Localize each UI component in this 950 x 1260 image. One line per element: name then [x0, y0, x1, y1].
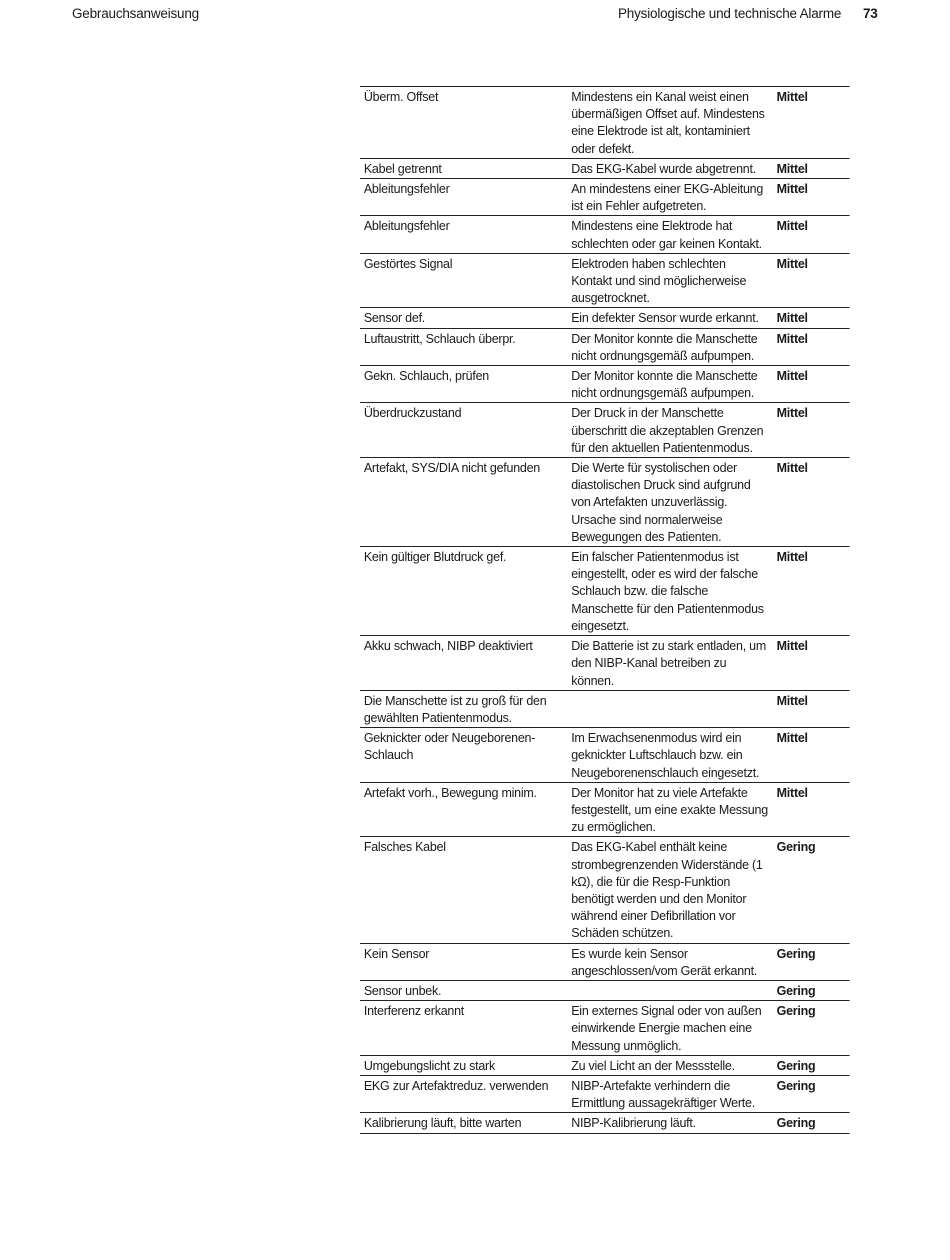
document-title: Gebrauchsanweisung [72, 6, 199, 21]
alarm-priority-cell: Gering [776, 1057, 816, 1073]
alarm-message-cell: Kalibrierung läuft, bitte warten [363, 1115, 522, 1131]
table-row [360, 1000, 850, 1055]
table-row [360, 402, 850, 457]
alarm-message-cell: Kein gültiger Blutdruck gef. [363, 549, 507, 565]
alarm-message-cell: Kabel getrennt [363, 160, 442, 176]
table-row [360, 328, 850, 365]
table-row [360, 546, 850, 635]
alarm-priority-cell: Gering [776, 839, 816, 855]
table-row [360, 782, 850, 837]
alarm-message-cell: Artefakt, SYS/DIA nicht gefunden [363, 460, 541, 476]
alarm-priority-cell: Gering [776, 1115, 816, 1131]
alarm-cause-cell [567, 982, 771, 999]
alarm-cause-cell: Zu viel Licht an der Messstelle. [571, 1057, 735, 1073]
alarm-message-cell: Luftaustritt, Schlauch überpr. [363, 330, 516, 346]
alarm-message-cell: Gestörtes Signal [363, 255, 453, 271]
alarm-cause-cell: NIBP-Artefakte verhindern die Ermittlung aussagekräftiger Werte. [571, 1077, 755, 1111]
table-row [360, 178, 850, 215]
table-row [360, 253, 850, 308]
alarm-priority-cell: Mittel [776, 310, 808, 326]
table-row [360, 690, 850, 727]
alarm-priority-cell: Gering [776, 1077, 816, 1093]
alarm-cause-cell: Der Monitor konnte die Manschette nicht ordnungsgemäß aufpumpen. [571, 330, 758, 363]
alarm-message-cell: Sensor def. [363, 310, 426, 326]
alarm-cause-cell: Das EKG-Kabel enthält keine strombegrenzenden Widerstände (1 kΩ), die für die Resp-Funktion benötigt werden und den Monitor während einer Defibrillation vor Schäden schützen. [571, 839, 763, 941]
section-title: Physiologische und technische Alarme [618, 6, 842, 21]
alarm-message-cell: Geknickter oder Neugeborenen-Schlauch [363, 730, 536, 763]
alarm-cause-cell: Der Monitor konnte die Manschette nicht ordnungsgemäß aufpumpen. [571, 368, 758, 401]
table-row [360, 215, 850, 252]
alarm-cause-cell: Es wurde kein Sensor angeschlossen/vom Gerät erkannt. [571, 945, 758, 978]
page-number: 73 [863, 6, 878, 21]
table-row [360, 86, 850, 158]
alarm-priority-cell: Mittel [776, 368, 808, 384]
alarm-cause-cell [567, 692, 771, 726]
alarm-priority-cell: Mittel [776, 549, 808, 565]
alarm-message-cell: Gekn. Schlauch, prüfen [363, 368, 489, 384]
alarm-priority-cell: Gering [776, 982, 816, 998]
alarm-priority-cell: Mittel [776, 784, 808, 800]
alarm-message-cell: Ableitungsfehler [363, 218, 450, 234]
alarm-message-cell: Sensor unbek. [363, 982, 442, 998]
table-row [360, 457, 850, 546]
alarm-priority-cell: Mittel [776, 692, 808, 708]
alarm-cause-cell: NIBP-Kalibrierung läuft. [571, 1115, 696, 1131]
alarm-message-cell: Kein Sensor [363, 945, 430, 961]
alarm-priority-cell: Mittel [776, 181, 808, 197]
alarm-message-cell: EKG zur Artefaktreduz. verwenden [363, 1077, 549, 1093]
alarm-priority-cell: Gering [776, 945, 816, 961]
alarm-priority-cell: Mittel [776, 89, 808, 104]
alarm-cause-cell: Das EKG-Kabel wurde abgetrennt. [571, 160, 756, 176]
alarm-priority-cell: Mittel [776, 160, 808, 176]
alarm-message-cell: Überdruckzustand [363, 405, 462, 421]
page-header [0, 6, 950, 26]
alarm-message-cell: Ableitungsfehler [363, 181, 450, 197]
alarm-priority-cell: Mittel [776, 330, 808, 346]
alarm-cause-cell: Die Werte für systolischen oder diastolischen Druck sind aufgrund von Artefakten unzuverlässig. Ursache sind normalerweise Bewegungen des Patienten. [571, 460, 751, 544]
table-row [360, 836, 850, 942]
alarm-cause-cell: Mindestens eine Elektrode hat schlechten oder gar keinen Kontakt. [571, 218, 762, 251]
alarm-cause-cell: Ein defekter Sensor wurde erkannt. [571, 310, 759, 326]
alarm-cause-cell: Der Monitor hat zu viele Artefakte festgestellt, um eine exakte Messung zu ermöglichen. [571, 784, 768, 835]
table-row [360, 727, 850, 782]
alarm-cause-cell: Ein falscher Patientenmodus ist eingestellt, oder es wird der falsche Schlauch bzw. die falsche Manschette für den Patientenmodus eingesetzt. [571, 549, 764, 633]
alarm-message-cell: Falsches Kabel [363, 839, 446, 855]
alarm-cause-cell: Ein externes Signal oder von außen einwirkende Energie machen eine Messung unmöglich. [571, 1003, 762, 1053]
alarm-table [360, 86, 850, 1134]
alarm-cause-cell: Der Druck in der Manschette überschritt die akzeptablen Grenzen für den aktuellen Patientenmodus. [571, 405, 764, 455]
table-row [360, 158, 850, 178]
table-row [360, 1075, 850, 1112]
table-row [360, 365, 850, 402]
alarm-message-cell: Interferenz erkannt [363, 1003, 465, 1019]
alarm-priority-cell: Mittel [776, 638, 808, 654]
table-row [360, 635, 850, 690]
alarm-cause-cell: Die Batterie ist zu stark entladen, um den NIBP-Kanal betreiben zu können. [571, 638, 767, 688]
alarm-priority-cell: Mittel [776, 730, 808, 746]
table-row [360, 1055, 850, 1075]
alarm-cause-cell: An mindestens einer EKG-Ableitung ist ein Fehler aufgetreten. [571, 181, 764, 214]
alarm-message-cell: Akku schwach, NIBP deaktiviert [363, 638, 533, 654]
alarm-message-cell: Überm. Offset [363, 89, 439, 104]
alarm-priority-cell: Gering [776, 1003, 816, 1019]
alarm-priority-cell: Mittel [776, 405, 808, 421]
alarm-message-cell: Umgebungslicht zu stark [363, 1057, 495, 1073]
alarm-cause-cell: Im Erwachsenenmodus wird ein geknickter Luftschlauch bzw. ein Neugeborenenschlauch eingesetzt. [571, 730, 760, 780]
alarm-message-cell: Die Manschette ist zu groß für den gewählten Patientenmodus. [363, 692, 547, 725]
alarm-priority-cell: Mittel [776, 218, 808, 234]
table-row [360, 1112, 850, 1133]
alarm-cause-cell: Mindestens ein Kanal weist einen übermäßigen Offset auf. Mindestens eine Elektrode ist alt, kontaminiert oder defekt. [571, 89, 765, 156]
table-row [360, 943, 850, 980]
table-row [360, 980, 850, 1000]
alarm-message-cell: Artefakt vorh., Bewegung minim. [363, 784, 537, 800]
alarm-priority-cell: Mittel [776, 255, 808, 271]
alarm-cause-cell: Elektroden haben schlechten Kontakt und sind möglicherweise ausgetrocknet. [571, 255, 747, 306]
table-row [360, 307, 850, 327]
alarm-priority-cell: Mittel [776, 460, 808, 476]
